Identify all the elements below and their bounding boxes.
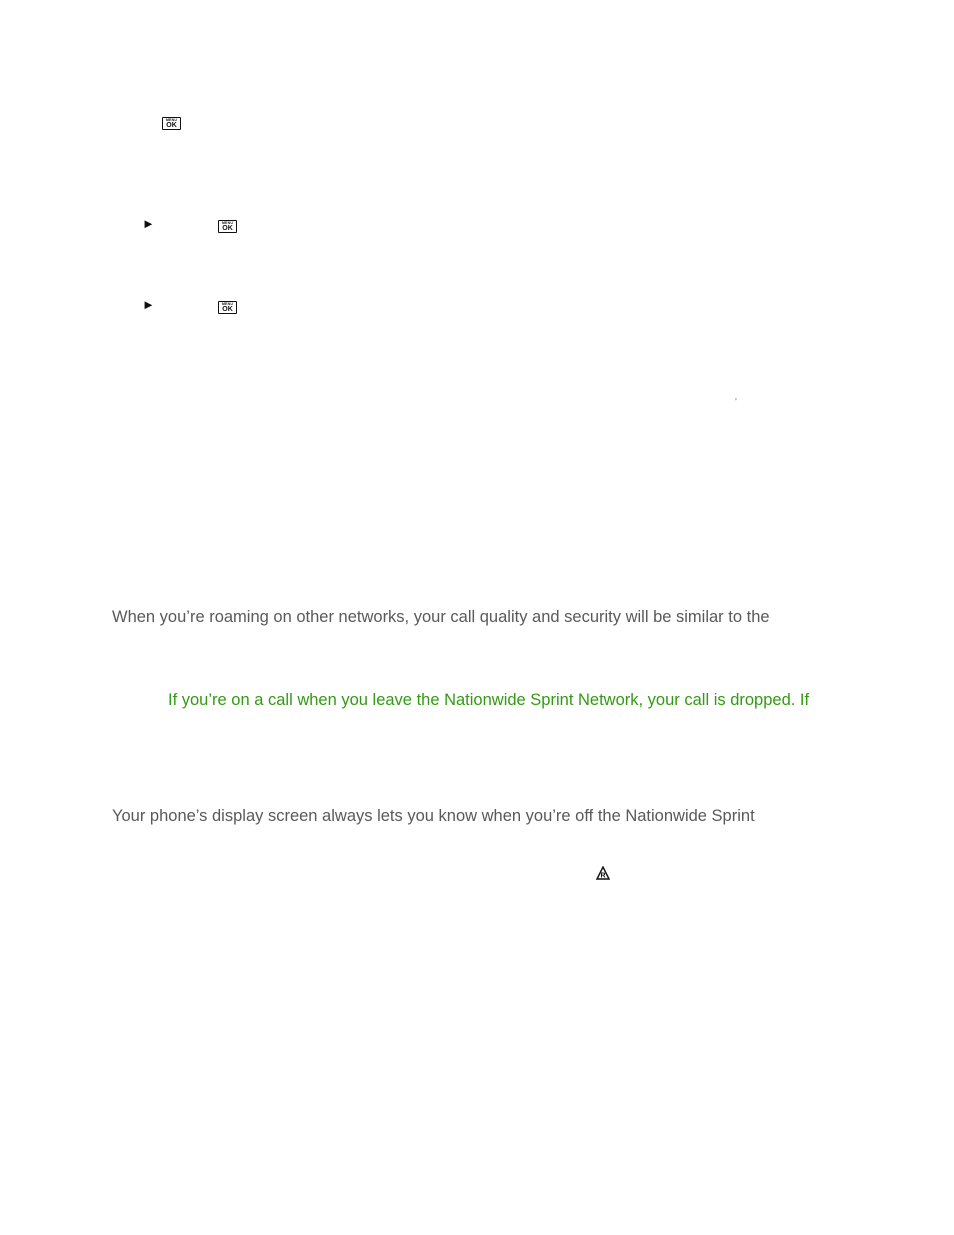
arrow-right-icon: ► bbox=[142, 216, 155, 231]
menu-ok-key-bottom-label: OK bbox=[166, 121, 177, 129]
roaming-quality-paragraph: When you’re roaming on other networks, your call quality and security will be similar to the bbox=[112, 608, 770, 626]
roaming-icon bbox=[596, 866, 610, 880]
arrow-right-icon: ► bbox=[142, 297, 155, 312]
menu-ok-key-top-label: MENU bbox=[221, 220, 234, 225]
menu-ok-key-bottom-label: OK bbox=[222, 305, 233, 313]
stray-mark: ' bbox=[735, 397, 737, 408]
call-dropped-note: If you’re on a call when you leave the Nationwide Sprint Network, your call is dropped. If bbox=[168, 691, 810, 709]
menu-ok-key-top-label: MENU bbox=[165, 117, 178, 122]
svg-text:R: R bbox=[600, 872, 606, 880]
menu-ok-key-icon bbox=[218, 220, 237, 233]
menu-ok-key-icon bbox=[162, 117, 181, 130]
menu-ok-key-icon bbox=[218, 301, 237, 314]
menu-ok-key-bottom-label: OK bbox=[222, 224, 233, 232]
menu-ok-key-top-label: MENU bbox=[221, 301, 234, 306]
display-screen-paragraph: Your phone’s display screen always lets you know when you’re off the Nationwide Sprint bbox=[112, 807, 755, 825]
